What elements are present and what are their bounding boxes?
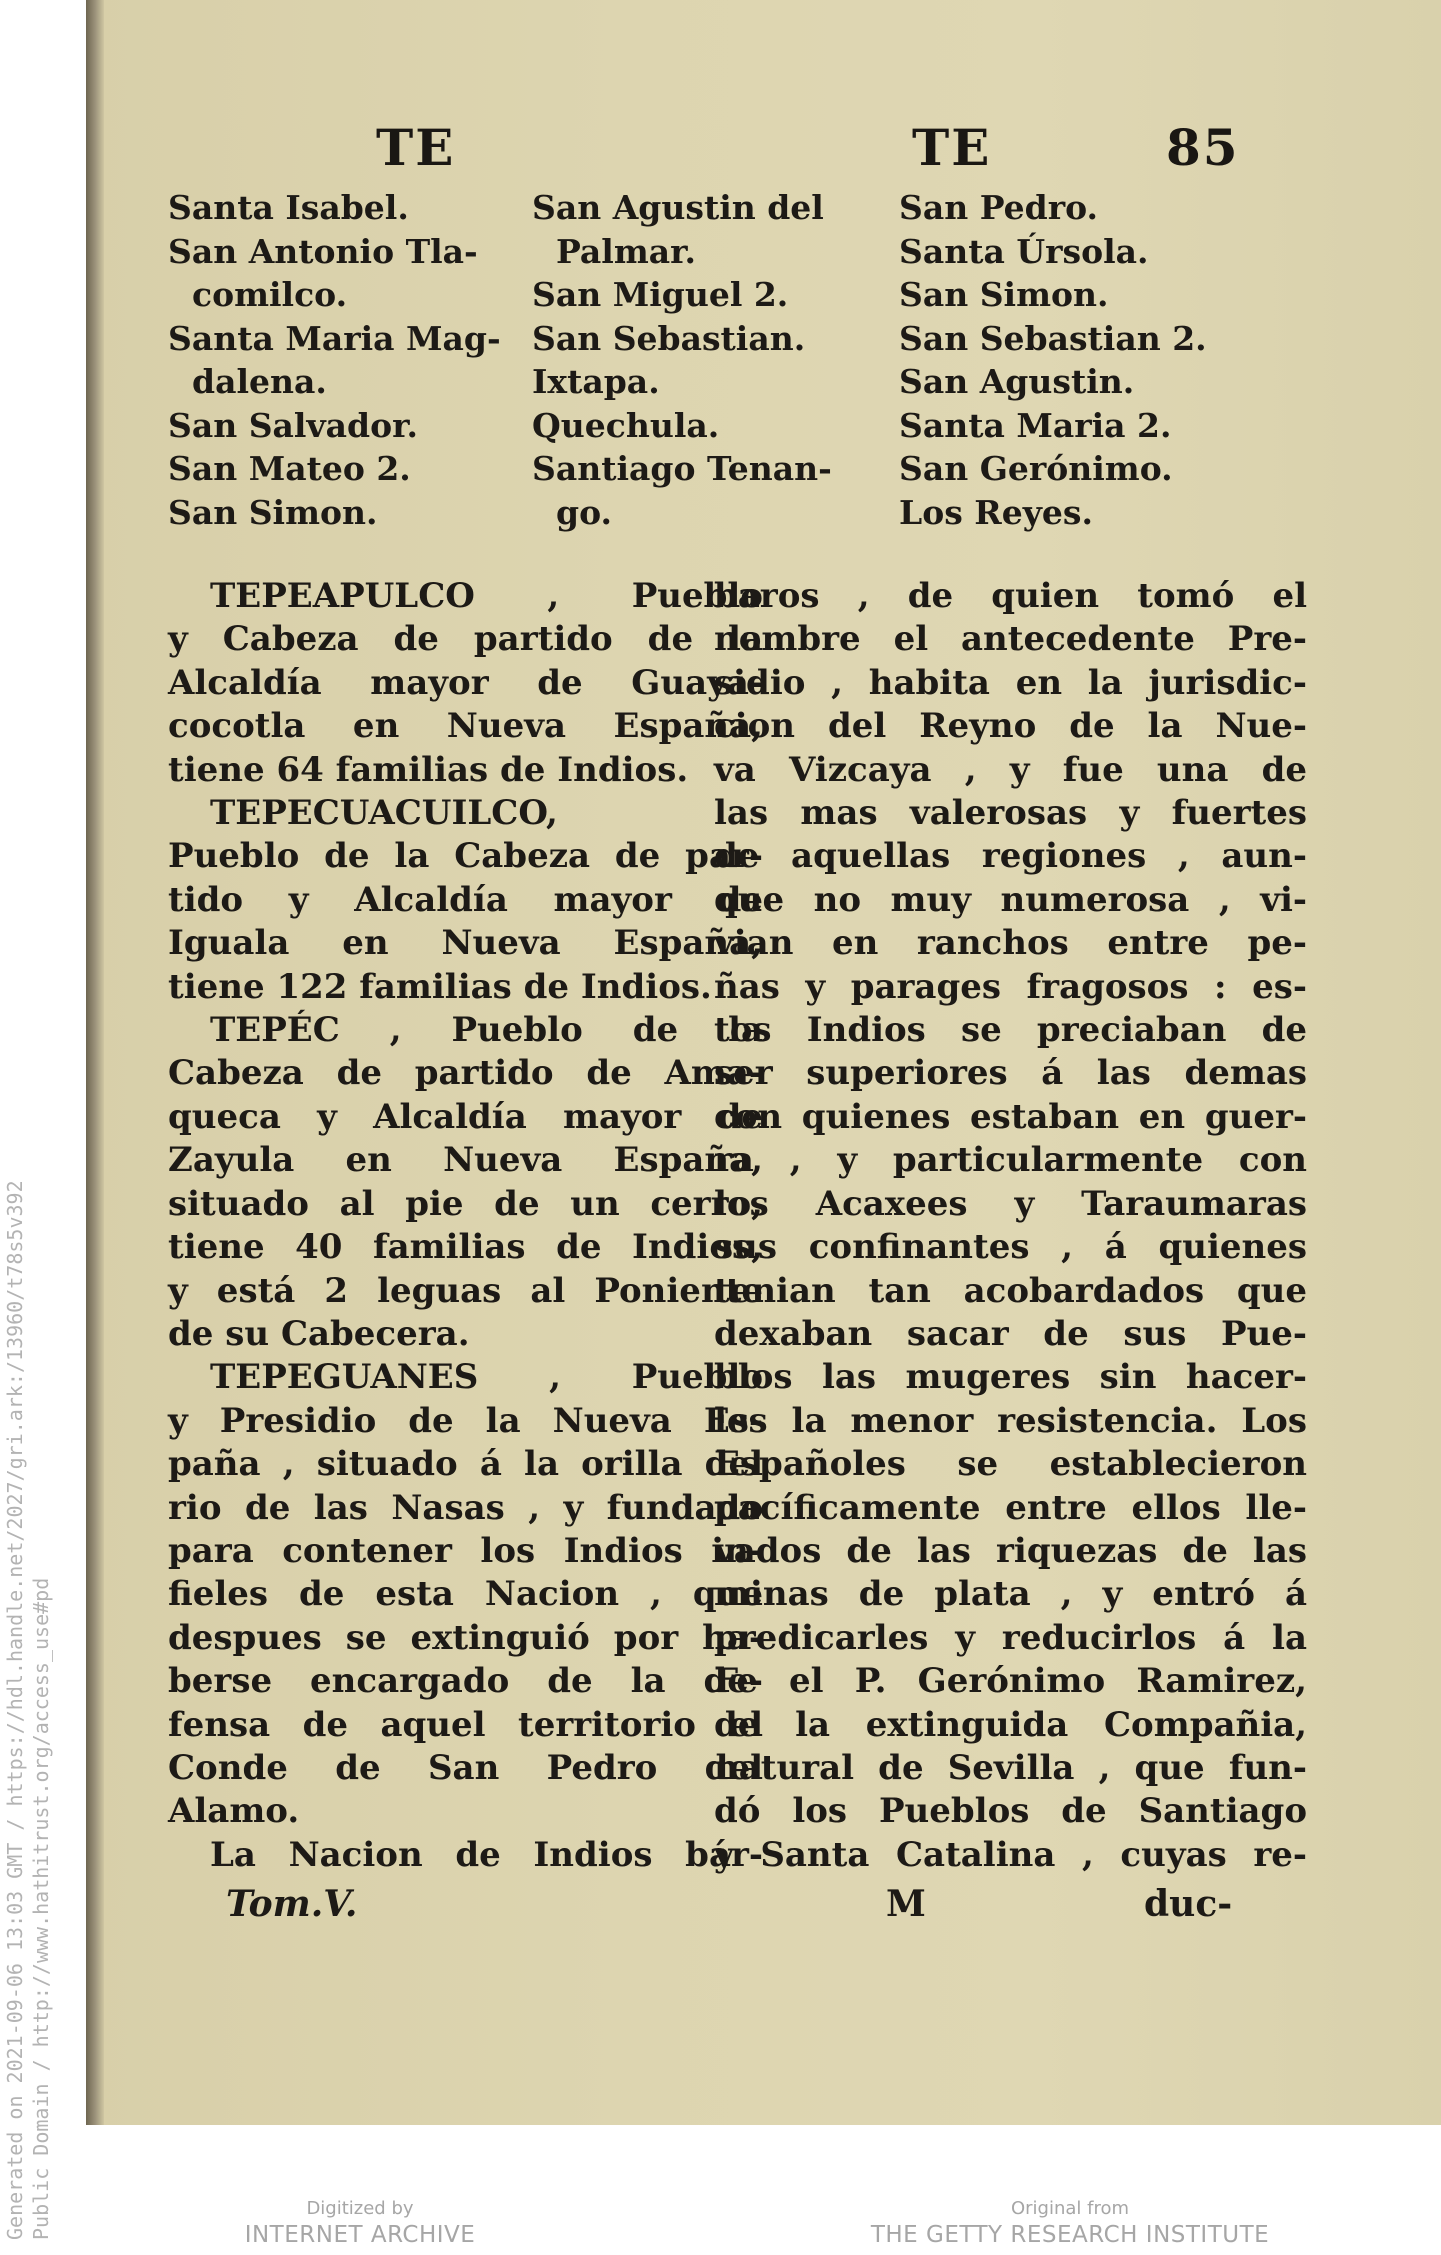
catchword: duc- <box>1144 1883 1233 1925</box>
text-line: y Santa Catalina , cuyas re- <box>714 1834 1307 1875</box>
running-head-right: TE <box>912 118 992 177</box>
list-item: San Miguel 2. <box>532 275 789 314</box>
text-line: predicarles y reducirlos á la <box>714 1617 1307 1658</box>
text-line: y Cabeza de partido de la <box>168 619 763 660</box>
text-line: vian en ranchos entre pe- <box>714 923 1307 964</box>
list-item: San Agustin. <box>899 362 1135 401</box>
text-line: blos las mugeres sin hacer- <box>714 1357 1307 1398</box>
text-line: minas de plata , y entró á <box>714 1574 1307 1615</box>
text-line: rio de las Nasas , y fundado <box>168 1487 763 1528</box>
text-line: tido y Alcaldía mayor de <box>168 879 763 920</box>
right-text-column <box>714 575 1307 1877</box>
text-line: que no muy numerosa , vi- <box>714 879 1307 920</box>
text-line: tos Indios se preciaban de <box>714 1010 1307 1051</box>
list-item: Santa Isabel. <box>168 188 409 227</box>
text-line: berse encargado de la de- <box>168 1661 763 1702</box>
text-line: vados de las riquezas de las <box>714 1530 1307 1571</box>
list-item: Palmar. <box>556 231 696 271</box>
text-line: las mas valerosas y fuertes <box>714 793 1307 834</box>
list-item: San Sebastian. <box>532 318 806 358</box>
text-line: cocotla en Nueva España, <box>168 706 763 747</box>
text-line: sus confinantes , á quienes <box>714 1227 1307 1268</box>
place-list-column-1 <box>168 186 501 534</box>
text-line: para contener los Indios in- <box>168 1530 763 1571</box>
text-line: tiene 64 familias de Indios. <box>168 749 689 790</box>
left-text-column <box>168 575 763 1877</box>
text-line: situado al pie de un cerro, <box>168 1183 763 1224</box>
text-line: sidio , habita en la jurisdic- <box>714 662 1307 703</box>
text-line: Españoles se establecieron <box>714 1444 1307 1485</box>
text-line: ra , y particularmente con <box>714 1140 1307 1181</box>
list-item: San Mateo 2. <box>168 449 411 488</box>
text-line: Alcaldía mayor de Guaya- <box>168 662 763 703</box>
text-line: tiene 40 familias de Indios, <box>168 1227 763 1268</box>
page-scan <box>86 0 1441 2125</box>
list-item: Los Reyes. <box>899 492 1093 532</box>
footer-digitized-by <box>220 2198 500 2250</box>
getty-logo: THE GETTY RESEARCH INSTITUTE <box>870 2222 1270 2248</box>
text-line: TEPEAPULCO , Pueblo <box>210 576 763 616</box>
place-list-column-3 <box>899 186 1207 534</box>
place-list-column-2 <box>532 186 832 534</box>
footer-label: Original from <box>1010 2198 1130 2219</box>
text-line: Alamo. <box>168 1791 300 1832</box>
text-line: de aquellas regiones , aun- <box>714 836 1307 877</box>
signature-mark: M <box>886 1883 926 1925</box>
text-line: con quienes estaban en guer- <box>714 1096 1307 1137</box>
text-line: natural de Sevilla , que fun- <box>714 1747 1307 1788</box>
text-line: nombre el antecedente Pre- <box>714 619 1307 660</box>
text-line: cion del Reyno de la Nue- <box>714 706 1307 747</box>
list-item: Ixtapa. <box>532 362 660 401</box>
text-line: ñas y parages fragosos : es- <box>714 966 1307 1007</box>
text-line: y Presidio de la Nueva Es- <box>168 1400 763 1441</box>
hathitrust-watermark <box>2 1040 54 2240</box>
page-number: 85 <box>1166 118 1240 177</box>
text-line: y está 2 leguas al Poniente <box>168 1270 763 1311</box>
volume-signature: Tom.V. <box>226 1883 358 1925</box>
text-line: TEPECUACUILCO, <box>210 793 558 834</box>
text-line: La Nacion de Indios bár- <box>210 1834 763 1875</box>
text-line: fensa de aquel territorio el <box>168 1704 763 1745</box>
list-item: dalena. <box>192 362 327 401</box>
text-line: de su Cabecera. <box>168 1313 470 1354</box>
text-line: les la menor resistencia. Los <box>714 1400 1307 1441</box>
list-item: Quechula. <box>532 405 720 445</box>
book-gutter-shadow <box>86 0 104 2125</box>
text-line: Conde de San Pedro del <box>168 1747 763 1788</box>
internet-archive-logo: INTERNET ARCHIVE <box>244 2222 476 2248</box>
list-item: San Sebastian 2. <box>899 318 1207 358</box>
list-item: San Agustin del <box>532 188 824 227</box>
text-line: baros , de quien tomó el <box>714 576 1307 616</box>
list-item: Santa Úrsola. <box>899 231 1149 271</box>
text-line: dexaban sacar de sus Pue- <box>714 1313 1307 1354</box>
running-head-left: TE <box>376 118 456 177</box>
text-line: fieles de esta Nacion , que <box>168 1574 763 1615</box>
text-line: va Vizcaya , y fue una de <box>714 749 1307 790</box>
list-item: San Gerónimo. <box>899 449 1173 488</box>
text-line: pacíficamente entre ellos lle- <box>714 1487 1307 1528</box>
text-line: Zayula en Nueva España, <box>168 1140 763 1181</box>
text-line: despues se extinguió por ha- <box>168 1617 763 1658</box>
text-line: los Acaxees y Taraumaras <box>714 1183 1307 1224</box>
text-line: TEPEGUANES , Pueblo <box>210 1357 763 1398</box>
footer-original-from <box>860 2198 1280 2250</box>
text-line: Cabeza de partido de Ama- <box>168 1053 763 1094</box>
text-line: ser superiores á las demas <box>714 1053 1307 1094</box>
text-line: tiene 122 familias de Indios. <box>168 966 712 1007</box>
list-item: San Salvador. <box>168 405 418 445</box>
watermark-line: Generated on 2021-09-06 13:03 GMT / https://hdl.handle.net/2027/gri.ark:/13960/t78s5v392 <box>3 1180 27 2240</box>
text-line: dó los Pueblos de Santiago <box>714 1791 1307 1832</box>
footer-label: Digitized by <box>306 2198 414 2219</box>
list-item: San Simon. <box>168 492 378 532</box>
list-item: San Simon. <box>899 275 1109 314</box>
text-line: paña , situado á la orilla del <box>168 1444 763 1485</box>
list-item: San Pedro. <box>899 188 1098 227</box>
list-item: comilco. <box>192 275 348 314</box>
list-item: Santa Maria 2. <box>899 405 1172 445</box>
list-item: go. <box>556 492 612 532</box>
text-line: TEPÉC , Pueblo de la <box>210 1010 763 1051</box>
text-line: tenian tan acobardados que <box>714 1270 1307 1311</box>
list-item: Santa Maria Mag- <box>168 318 501 358</box>
text-line: de la extinguida Compañia, <box>714 1704 1307 1745</box>
text-line: queca y Alcaldía mayor de <box>168 1096 763 1137</box>
list-item: San Antonio Tla- <box>168 231 478 271</box>
text-line: Iguala en Nueva España, <box>168 923 763 964</box>
text-line: Fe el P. Gerónimo Ramirez, <box>714 1661 1307 1702</box>
text-line: Pueblo de la Cabeza de par- <box>168 836 763 877</box>
list-item: Santiago Tenan- <box>532 449 832 488</box>
watermark-line: Public Domain / http://www.hathitrust.org/access_use#pd <box>29 1577 53 2240</box>
